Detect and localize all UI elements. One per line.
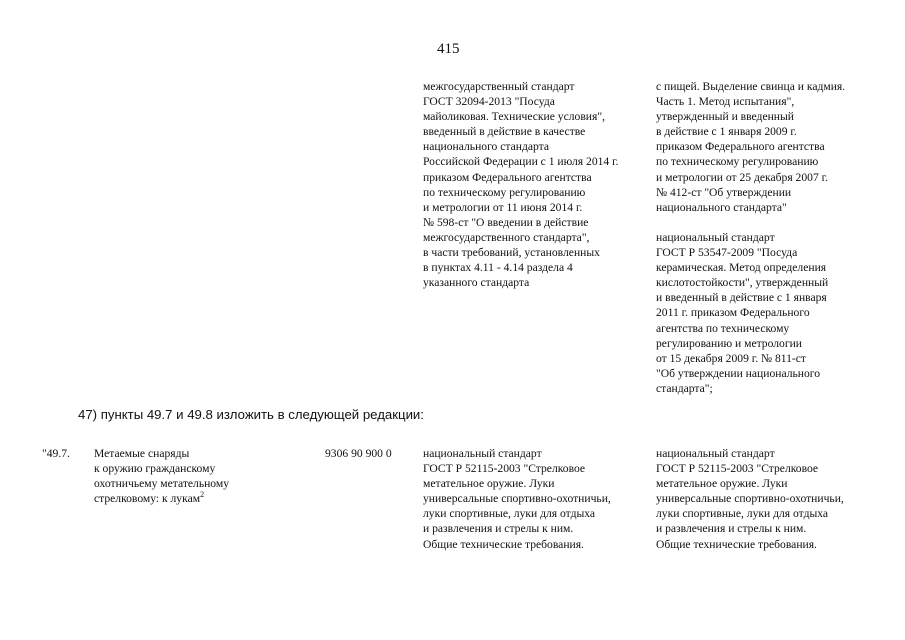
item-code: 9306 90 900 0 bbox=[325, 447, 392, 460]
item-standard-column-c: национальный стандарт ГОСТ Р 52115-2003 "Стрелковое метательное оружие. Луки универсальные спортивно-охотничьи, луки спортивные, луки для отдыха и развлечения и стрелы к ним. Общие технические требования. bbox=[423, 447, 611, 551]
footnote-marker: 2 bbox=[200, 490, 205, 500]
item-standard-column-d: национальный стандарт ГОСТ Р 52115-2003 "Стрелковое метательное оружие. Луки универсальные спортивно-охотничьи, луки спортивные, луки для отдыха и развлечения и стрелы к ним. Общие технические требования. bbox=[656, 447, 844, 551]
page-number: 415 bbox=[437, 41, 460, 57]
standard-text-column-d: с пищей. Выделение свинца и кадмия. Часть 1. Метод испытания", утвержденный и введенный в действие с 1 января 2009 г. приказом Федерального агентства по техническому регулированию и метрологии от 25 декабря 2007 г. № 412-ст "Об утверждении национального стандарта" национальный стандарт ГОСТ Р 53547-2009 "Посуда керамическая. Метод определения кислотостойкости", утвержденный и введенный в действие с 1 января 2011 г. приказом Федерального агентства по техническому регулированию и метрологии от 15 декабря 2009 г. № 811-ст "Об утверждении национального стандарта"; bbox=[656, 80, 846, 395]
item-name-text: Метаемые снаряды к оружию гражданскому охотничьему метательному стрелковому: к лукам bbox=[94, 447, 230, 506]
item-number: "49.7. bbox=[42, 447, 70, 460]
amendment-heading: 47) пункты 49.7 и 49.8 изложить в следующей редакции: bbox=[78, 407, 424, 422]
standard-text-column-c: межгосударственный стандарт ГОСТ 32094-2013 "Посуда майоликовая. Технические условия", введенный в действие в качестве национального стандарта Российской Федерации с 1 июля 2014 г. приказом Федерального агентства по техническому регулированию и метрологии от 11 июня 2014 г. № 598-ст "О введении в действие межгосударственного стандарта", в части требований, установленных в пунктах 4.11 - 4.14 раздела 4 указанного стандарта bbox=[423, 80, 619, 290]
item-name bbox=[94, 446, 229, 506]
